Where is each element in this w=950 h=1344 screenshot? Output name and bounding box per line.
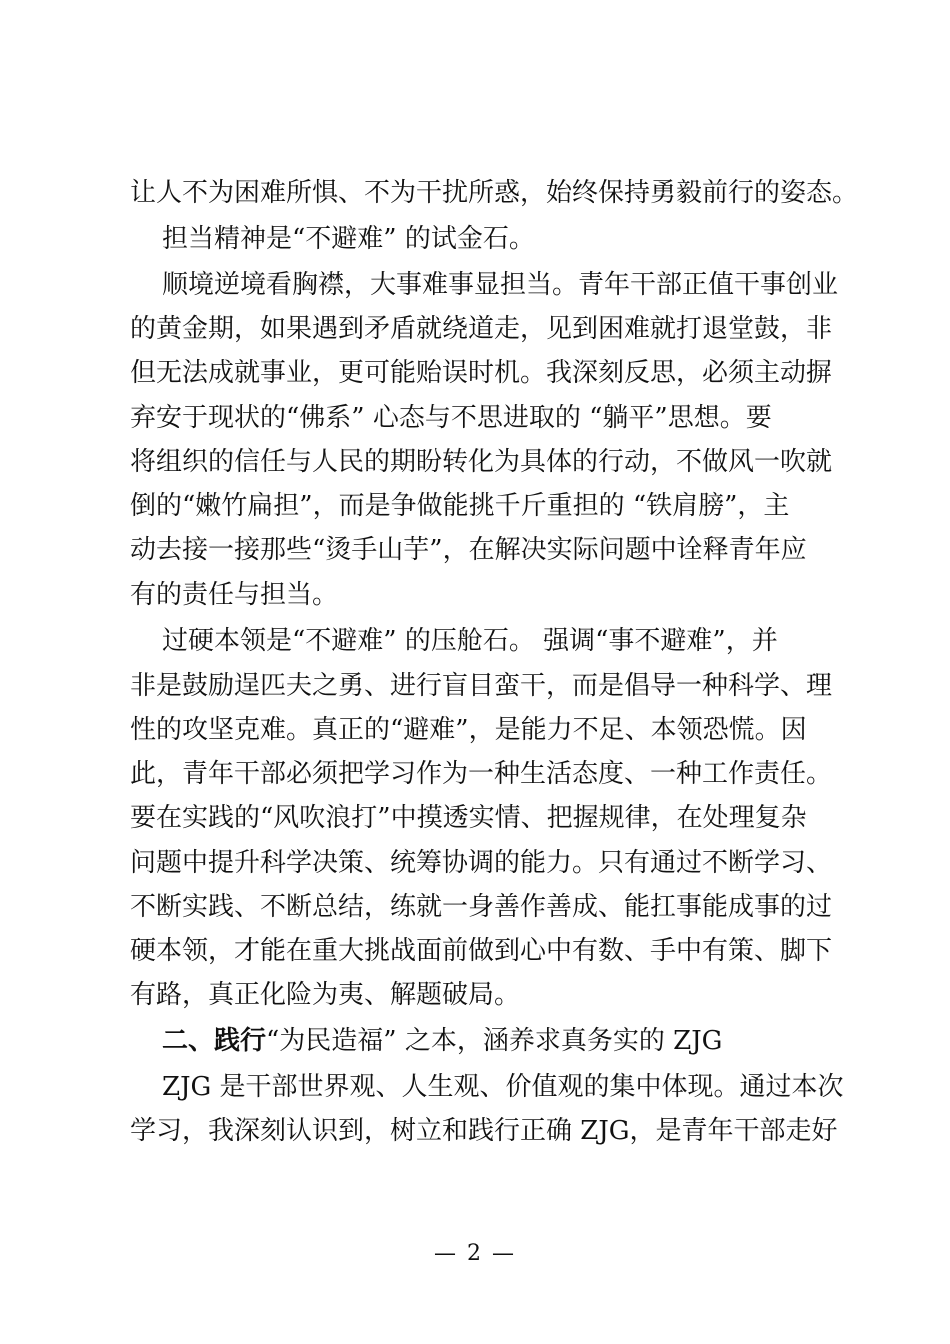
section-heading-text: “为民造福” 之本，涵养求真务实的 ZJG [266,1026,723,1056]
page-number: — 2 — [434,1241,516,1266]
body-text-line: 动去接一接那些“烫手山芋”，在解决实际问题中诠释青年应 [130,535,807,565]
body-text-line: 顺境逆境看胸襟，大事难事显担当。青年干部正值干事创业 [162,270,839,300]
body-text-line: 倒的“嫩竹扁担”，而是争做能挑千斤重担的 “铁肩膀”，主 [130,491,790,521]
body-text-line: 弃安于现状的“佛系” 心态与不思进取的 “躺平”思想。要 [130,403,772,433]
body-text-line: 过硬本领是“不避难” 的压舱石。 强调“事不避难”，并 [162,626,778,656]
body-text-line: 担当精神是“不避难” 的试金石。 [162,224,535,254]
body-text-line: 非是鼓励逞匹夫之勇、进行盲目蛮干，而是倡导一种科学、理 [130,671,833,701]
body-text-line: 让人不为困难所惧、不为干扰所惑，始终保持勇毅前行的姿态。 [130,178,859,208]
body-text-line: 将组织的信任与人民的期盼转化为具体的行动，不做风一吹就 [130,447,833,477]
body-text-line: 不断实践、不断总结，练就一身善作善成、能扛事能成事的过 [130,892,833,922]
body-text-line: ZJG 是干部世界观、人生观、价值观的集中体现。通过本次 [162,1072,844,1102]
body-text-line: 有的责任与担当。 [130,580,339,610]
body-text-line: 问题中提升科学决策、统筹协调的能力。只有通过不断学习、 [130,848,833,878]
body-text-line: 学习，我深刻认识到，树立和践行正确 ZJG，是青年干部走好 [130,1116,838,1146]
body-text-line: 性的攻坚克难。真正的“避难”，是能力不足、本领恐慌。因 [130,715,807,745]
body-text-line: 但无法成就事业，更可能贻误时机。我深刻反思，必须主动摒 [130,358,833,388]
body-text-line: 的黄金期，如果遇到矛盾就绕道走，见到困难就打退堂鼓，非 [130,314,833,344]
section-heading [162,1021,862,1061]
body-text-line: 硬本领，才能在重大挑战面前做到心中有数、手中有策、脚下 [130,936,833,966]
body-text-line: 有路，真正化险为夷、解题破局。 [130,980,521,1010]
section-heading-number: 二、践行 [162,1026,267,1056]
body-text-line: 要在实践的“风吹浪打”中摸透实情、把握规律，在处理复杂 [130,803,807,833]
body-text-line: 此，青年干部必须把学习作为一种生活态度、一种工作责任。 [130,759,833,789]
